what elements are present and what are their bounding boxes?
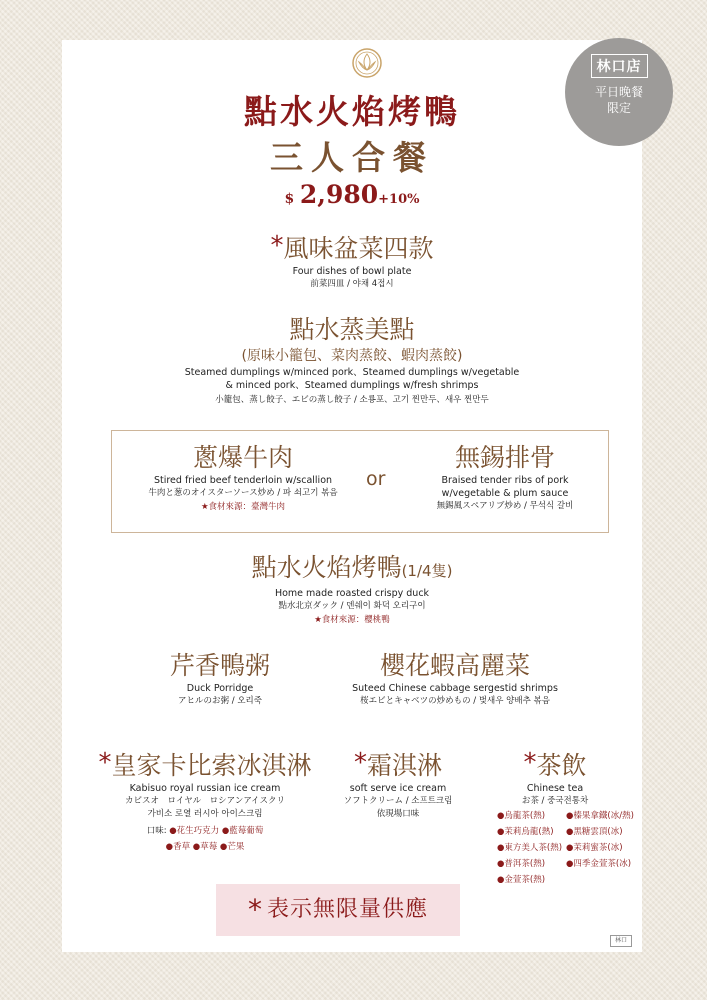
course-english: Four dishes of bowl plate: [292, 266, 412, 277]
location-badge: [565, 38, 673, 146]
badge-location: 林口店: [591, 54, 648, 78]
course-english: Duck Porridge: [186, 683, 254, 694]
dessert-soft-serve: [338, 747, 458, 821]
tea-item: ●黑糖雲頂(冰): [566, 827, 623, 837]
course-title: *風味盆菜四款: [270, 231, 434, 263]
course-title: *霜淇淋: [353, 748, 442, 780]
tea-item: ●烏龍茶(熱): [497, 811, 546, 821]
flavor-item: ●藍莓葡萄: [221, 826, 264, 836]
course-kr: 가비소 로열 러시아 아이스크림: [147, 809, 263, 819]
flavor-list: [85, 823, 325, 855]
course-porridge: [130, 650, 310, 708]
course-jp-kr: 桜エビとキャベツの炒めもの / 벚새우 양배추 볶음: [360, 696, 550, 706]
course-title: 櫻花蝦高麗菜: [379, 651, 530, 680]
course-jp-kr: アヒルのお粥 / 오리죽: [178, 696, 262, 706]
course-title: 芹香鴨粥: [169, 651, 270, 680]
unlimited-star: *: [98, 748, 112, 778]
course-english: Kabisuo royal russian ice cream: [129, 783, 281, 794]
course-english-line1: Steamed dumplings w/minced pork、Steamed dumplings w/vegetable: [184, 367, 520, 378]
flavor-item: ●芒果: [219, 842, 245, 852]
course-jp-kr: 前菜四皿 / 야채 4접시: [310, 279, 394, 289]
course-title: 點水蒸美點: [289, 315, 415, 344]
course-english: Suteed Chinese cabbage sergestid shrimps: [352, 683, 558, 694]
course-english: Chinese tea: [526, 783, 584, 794]
menu-title: 點水火焰烤鴨: [244, 92, 460, 131]
course-jp-kr: 無錫風スペアリブ炒め / 무석식 갈비: [436, 501, 574, 511]
course-title: 蔥爆牛肉: [192, 443, 293, 472]
unlimited-star: *: [247, 893, 263, 926]
course-dim-sum: [62, 314, 642, 407]
course-english-line1: Braised tender ribs of pork: [441, 475, 569, 486]
course-bowl-plate: [62, 230, 642, 291]
course-title: *皇家卡比索冰淇淋: [98, 748, 312, 780]
tea-item: ●茉莉蜜茶(冰): [566, 843, 623, 853]
course-jp-kr: 點水北京ダック / 덴쉐이 화덕 오리구이: [278, 601, 426, 611]
price-amount: 2,980: [299, 180, 379, 209]
lotus-crest-icon: [352, 48, 382, 78]
or-label: or: [366, 468, 386, 490]
duck-portion: (1/4隻): [401, 562, 453, 580]
course-english: Stired fried beef tenderloin w/scallion: [153, 475, 333, 486]
course-jp-kr: 小籠包、蒸し餃子、エビの蒸し餃子 / 소룡포、고기 찐만두、새우 찐만두: [215, 395, 489, 405]
flavor-item: ●香草: [165, 842, 191, 852]
tea-list-right: [566, 808, 642, 872]
tea-item: ●東方美人茶(熱): [497, 843, 563, 853]
course-title: 點水火焰烤鴨(1/4隻): [251, 553, 453, 582]
course-jp-kr: お茶 / 중국전통차: [521, 796, 589, 806]
badge-line2: 限定: [606, 101, 631, 115]
flavor-item: ●草莓: [192, 842, 218, 852]
tea-item: ●普洱茶(熱): [497, 859, 546, 869]
course-jp-kr: ソフトクリーム / 소프트크림: [343, 796, 453, 806]
set-price: [62, 180, 642, 209]
badge-line1: 平日晚餐: [594, 85, 643, 99]
course-title: 無錫排骨: [454, 443, 555, 472]
flavor-item: ●花生巧克力: [169, 826, 220, 836]
course-english: soft serve ice cream: [349, 783, 447, 794]
course-english: Home made roasted crispy duck: [274, 588, 430, 599]
course-jp-kr: 牛肉と葱のオイスターソース炒め / 파 쇠고기 볶음: [148, 488, 338, 498]
choice-beef: [113, 442, 373, 514]
tea-item: ●茉莉烏龍(熱): [497, 827, 554, 837]
ingredient-source: ★食材來源：櫻桃鴨: [314, 615, 390, 625]
course-subtitle: (原味小籠包、菜肉蒸餃、蝦肉蒸餃): [241, 348, 463, 364]
course-english-line2: & minced pork、Steamed dumplings w/fresh shrimps: [225, 380, 479, 391]
price-currency: $: [284, 191, 295, 207]
course-title: *茶飲: [523, 748, 587, 780]
ingredient-source: ★食材來源：臺灣牛肉: [200, 502, 286, 512]
course-english-line2: w/vegetable & plum sauce: [441, 488, 569, 499]
menu-subtitle: 三人合餐: [270, 138, 434, 177]
unlimited-star: *: [353, 748, 367, 778]
course-cabbage: [340, 650, 570, 708]
unlimited-note: * 表示無限量供應: [216, 884, 460, 936]
choice-ribs: [400, 442, 610, 513]
flavor-note: 依現場口味: [376, 809, 420, 819]
course-jp: カビスオ ロイヤル ロシアンアイスクリ: [125, 796, 285, 806]
drinks-tea: [490, 747, 620, 808]
unlimited-star: *: [523, 748, 537, 778]
dessert-royal-icecream: [85, 747, 325, 855]
location-tag: 林口: [610, 935, 632, 947]
price-tax: +10%: [378, 192, 420, 207]
tea-item: ●四季金萱茶(冰): [566, 859, 632, 869]
tea-item: ●榛果拿鐵(冰/熱): [566, 811, 634, 821]
tea-list-left: [497, 808, 569, 888]
flavor-label: 口味:: [146, 826, 167, 836]
course-roast-duck: [62, 552, 642, 627]
unlimited-star: *: [270, 231, 284, 261]
tea-item: ●金萱茶(熱): [497, 875, 546, 885]
